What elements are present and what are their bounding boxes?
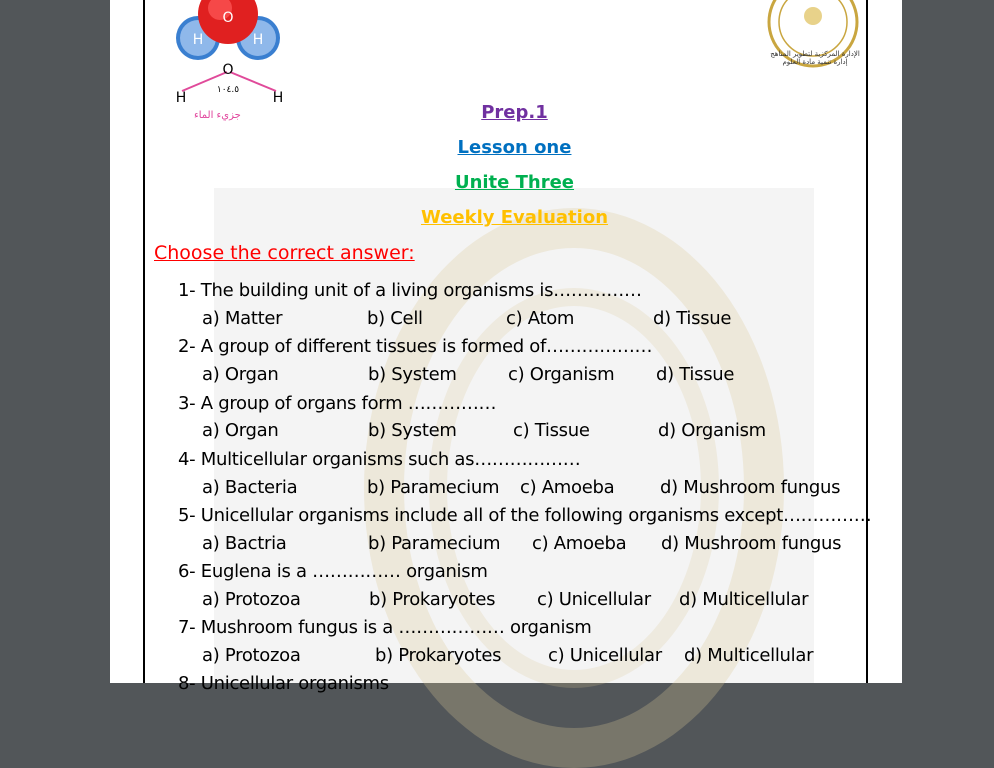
question-7: 7- Mushroom fungus is a ……………… organism [178, 617, 592, 638]
question-2: 2- A group of different tissues is formed of……………… [178, 336, 653, 357]
q5-option-c: c) Amoeba [532, 533, 627, 554]
q6-option-b: b) Prokaryotes [369, 589, 496, 610]
q5-option-a: a) Bactria [202, 533, 287, 554]
q6-option-a: a) Protozoa [202, 589, 301, 610]
q3-option-d: d) Organism [658, 420, 766, 441]
grade-heading: Prep.1 [481, 102, 548, 123]
q6-option-d: d) Multicellular [679, 589, 809, 610]
molecule-h-right: H [252, 32, 264, 48]
q4-option-a: a) Bacteria [202, 477, 298, 498]
question-1: 1- The building unit of a living organisms is…………… [178, 280, 642, 301]
q1-option-d: d) Tissue [653, 308, 732, 329]
logo-caption-line2: إدارة تنمية مادة العلوم [782, 58, 848, 66]
q3-option-a: a) Organ [202, 420, 279, 441]
q7-option-c: c) Unicellular [548, 645, 662, 666]
question-3: 3- A group of organs form …………… [178, 393, 497, 414]
logo-caption-line1: الإدارة المركزية لتطوير المناهج [770, 50, 860, 58]
q7-option-d: d) Multicellular [684, 645, 814, 666]
question-5: 5- Unicellular organisms include all of the following organisms except…………… [178, 505, 872, 526]
bond-angle-label: ١٠٤.٥ [216, 85, 240, 95]
q2-option-c: c) Organism [508, 364, 615, 385]
q1-option-c: c) Atom [506, 308, 575, 329]
molecule-h-left: H [192, 32, 204, 48]
molecule-h-lower-right: H [272, 90, 284, 106]
molecule-o-top: O [222, 10, 234, 26]
instruction-heading: Choose the correct answer: [154, 242, 415, 264]
q5-option-d: d) Mushroom fungus [661, 533, 842, 554]
q4-option-d: d) Mushroom fungus [660, 477, 841, 498]
question-6: 6- Euglena is a …………… organism [178, 561, 488, 582]
q4-option-b: b) Paramecium [367, 477, 500, 498]
q4-option-c: c) Amoeba [520, 477, 615, 498]
evaluation-heading: Weekly Evaluation [420, 207, 609, 228]
ministry-logo [758, 0, 868, 80]
document-page [110, 0, 902, 694]
q3-option-b: b) System [368, 420, 457, 441]
q2-option-a: a) Organ [202, 364, 279, 385]
molecule-h-lower-left: H [175, 90, 187, 106]
q6-option-c: c) Unicellular [537, 589, 651, 610]
q5-option-b: b) Paramecium [368, 533, 501, 554]
q1-option-a: a) Matter [202, 308, 283, 329]
q2-option-b: b) System [368, 364, 457, 385]
molecule-o-lower: O [222, 62, 234, 78]
question-4: 4- Multicellular organisms such as……………… [178, 449, 581, 470]
logo-caption [762, 50, 868, 66]
unit-heading: Unite Three [454, 172, 575, 193]
q3-option-c: c) Tissue [513, 420, 590, 441]
question-8: 8- Unicellular organisms [178, 673, 389, 694]
molecule-caption: جزيء الماء [194, 110, 241, 121]
q7-option-a: a) Protozoa [202, 645, 301, 666]
q1-option-b: b) Cell [367, 308, 423, 329]
q2-option-d: d) Tissue [656, 364, 735, 385]
lesson-heading: Lesson one [457, 137, 572, 158]
q7-option-b: b) Prokaryotes [375, 645, 502, 666]
